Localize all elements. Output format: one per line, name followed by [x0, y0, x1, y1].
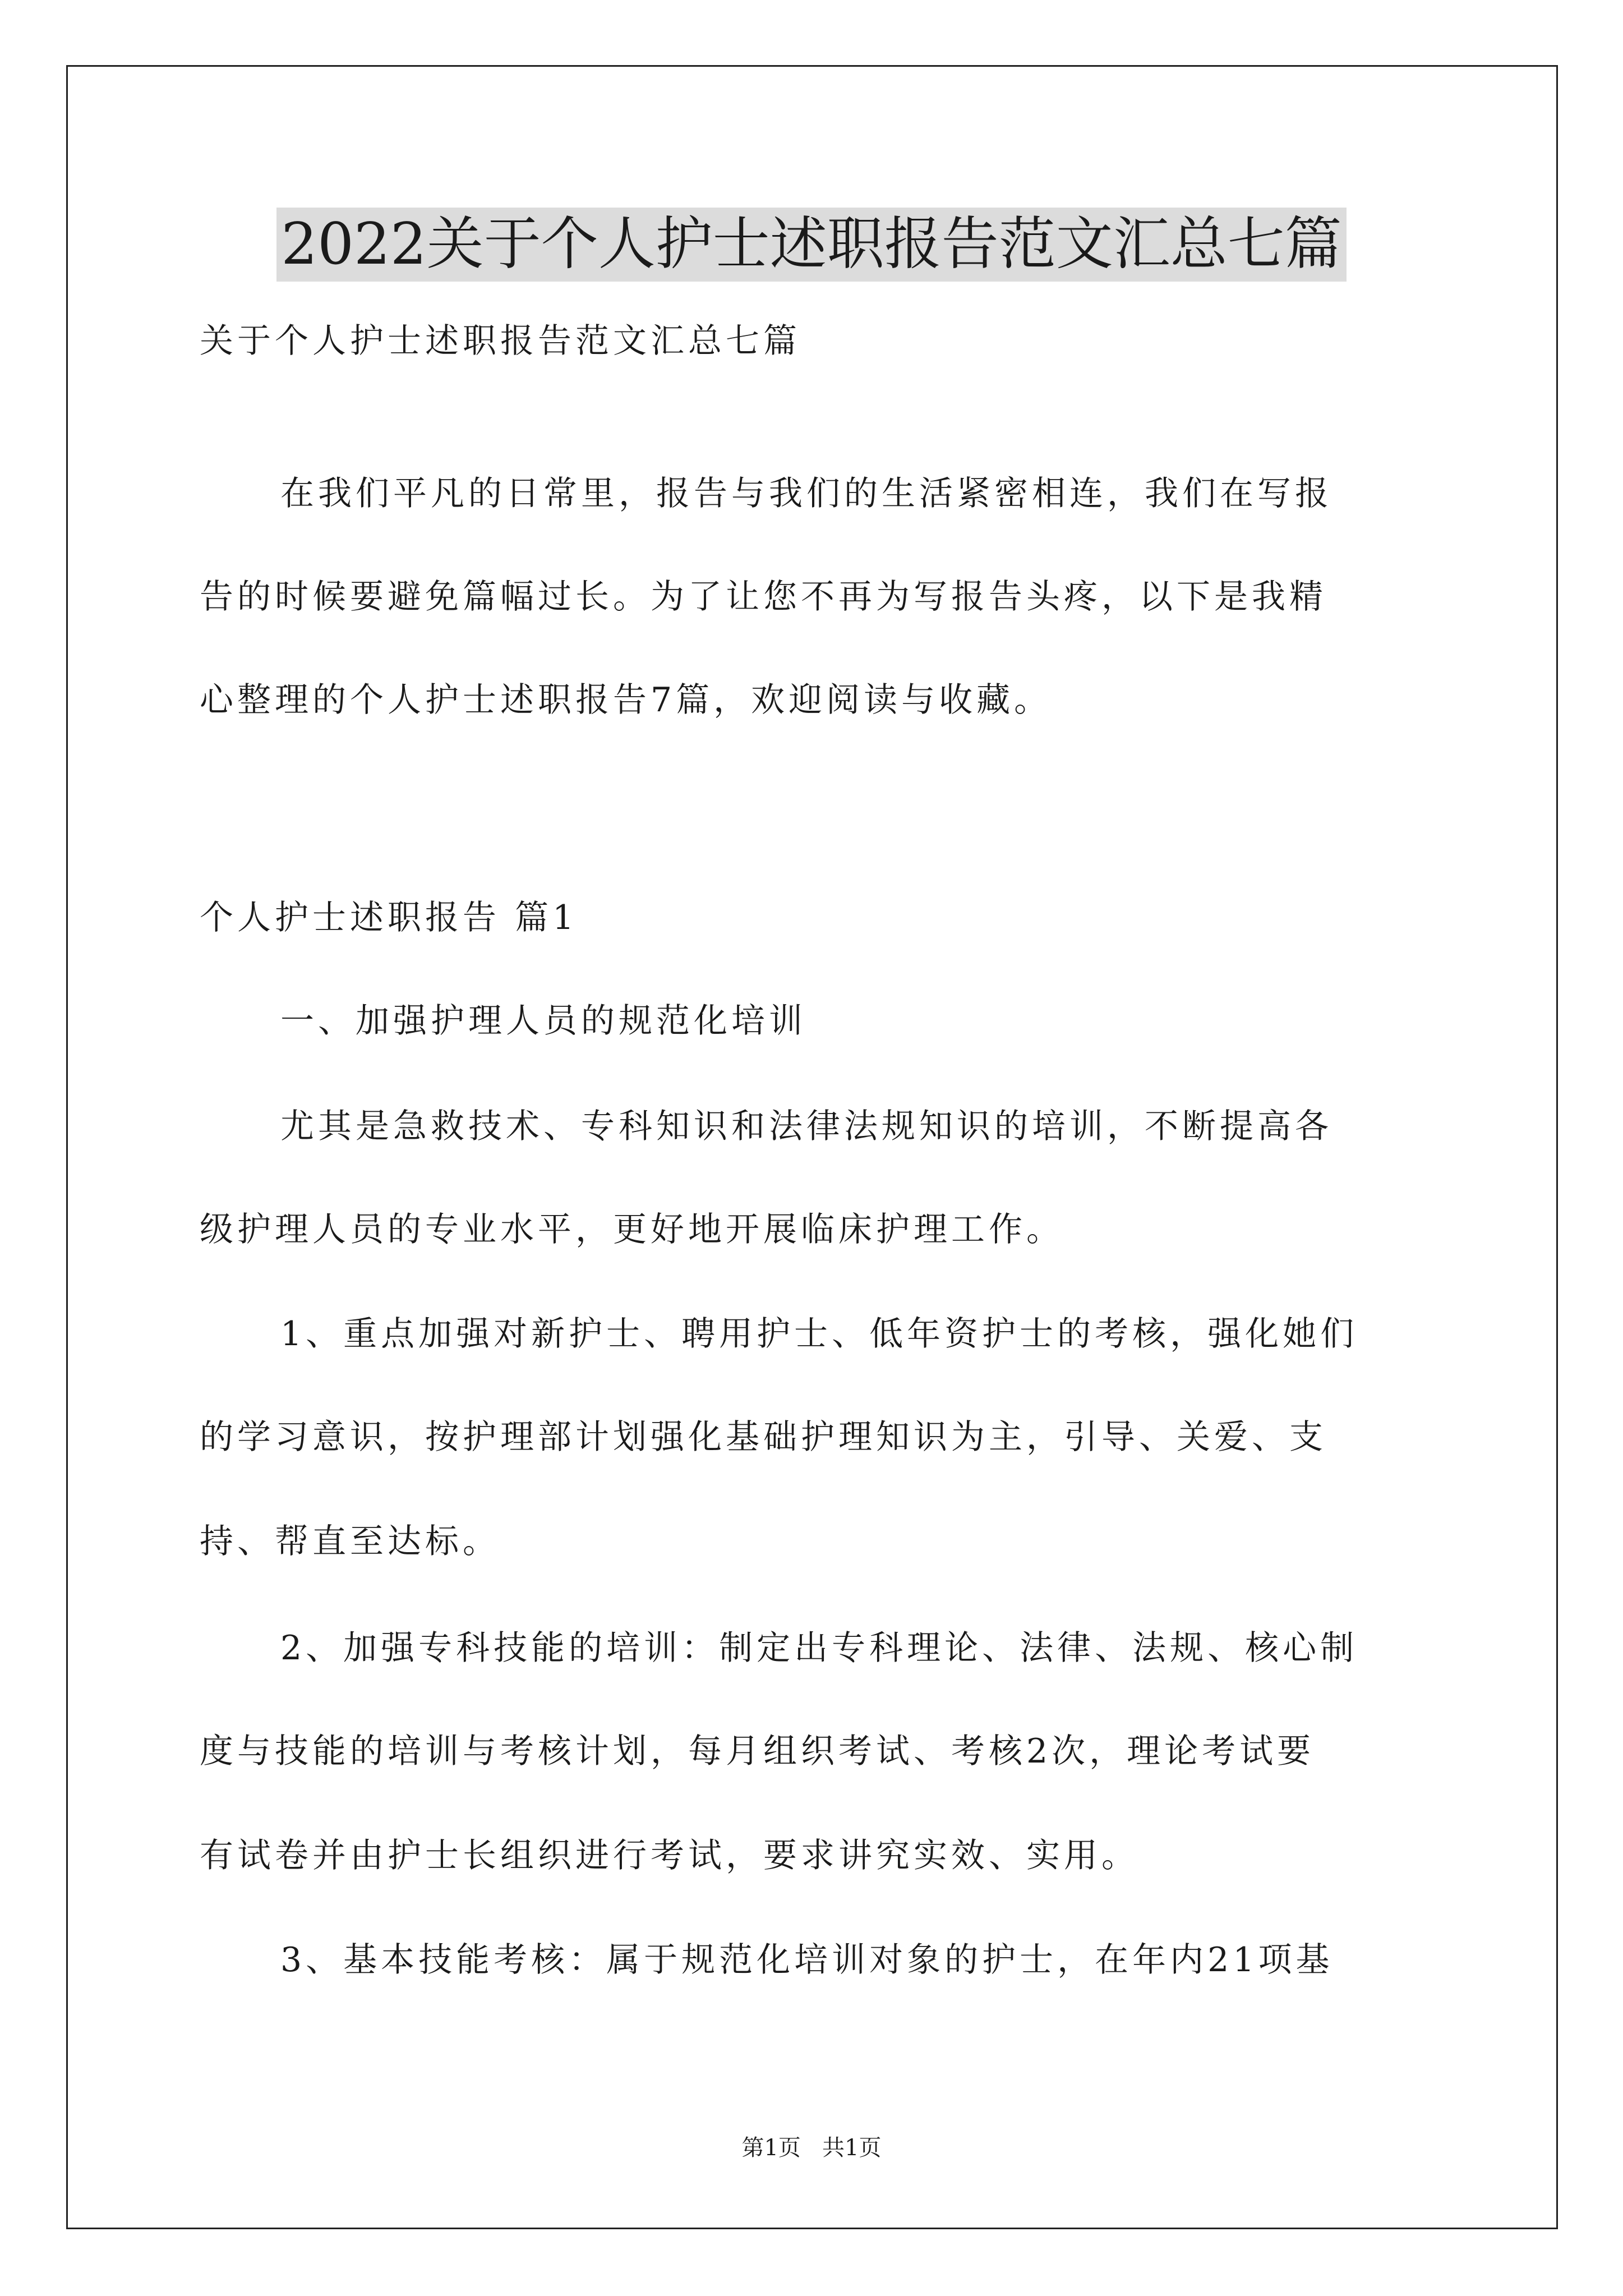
title-container: [0, 208, 1623, 282]
body-line-3: 级护理人员的专业水平，更好地开展临床护理工作。: [200, 1210, 1064, 1249]
body-line-2: 尤其是急救技术、专科知识和法律法规知识的培训，不断提高各: [280, 1107, 1332, 1146]
body-line-9: 有试卷并由护士长组织进行考试，要求讲究实效、实用。: [200, 1836, 1139, 1875]
section-heading: 个人护士述职报告 篇1: [200, 898, 578, 937]
page-footer: 第1页 共1页: [741, 2135, 882, 2161]
document-title: 2022关于个人护士述职报告范文汇总七篇: [276, 208, 1347, 282]
body-line-8: 度与技能的培训与考核计划，每月组织考试、考核2次，理论考试要: [200, 1732, 1315, 1771]
subtitle: 关于个人护士述职报告范文汇总七篇: [200, 321, 801, 361]
intro-line-3: 心整理的个人护士述职报告7篇，欢迎阅读与收藏。: [200, 680, 1052, 720]
body-line-1: 一、加强护理人员的规范化培训: [280, 1001, 806, 1041]
body-line-10: 3、基本技能考核：属于规范化培训对象的护士，在年内21项基: [280, 1940, 1334, 1980]
body-line-4: 1、重点加强对新护士、聘用护士、低年资护士的考核，强化她们: [280, 1314, 1358, 1354]
intro-line-2: 告的时候要避免篇幅过长。为了让您不再为写报告头疼，以下是我精: [200, 577, 1327, 616]
intro-line-1: 在我们平凡的日常里，报告与我们的生活紧密相连，我们在写报: [280, 474, 1332, 513]
body-line-6: 持、帮直至达标。: [200, 1522, 500, 1561]
body-line-5: 的学习意识，按护理部计划强化基础护理知识为主，引导、关爱、支: [200, 1418, 1327, 1457]
body-line-7: 2、加强专科技能的培训：制定出专科理论、法律、法规、核心制: [280, 1628, 1358, 1668]
